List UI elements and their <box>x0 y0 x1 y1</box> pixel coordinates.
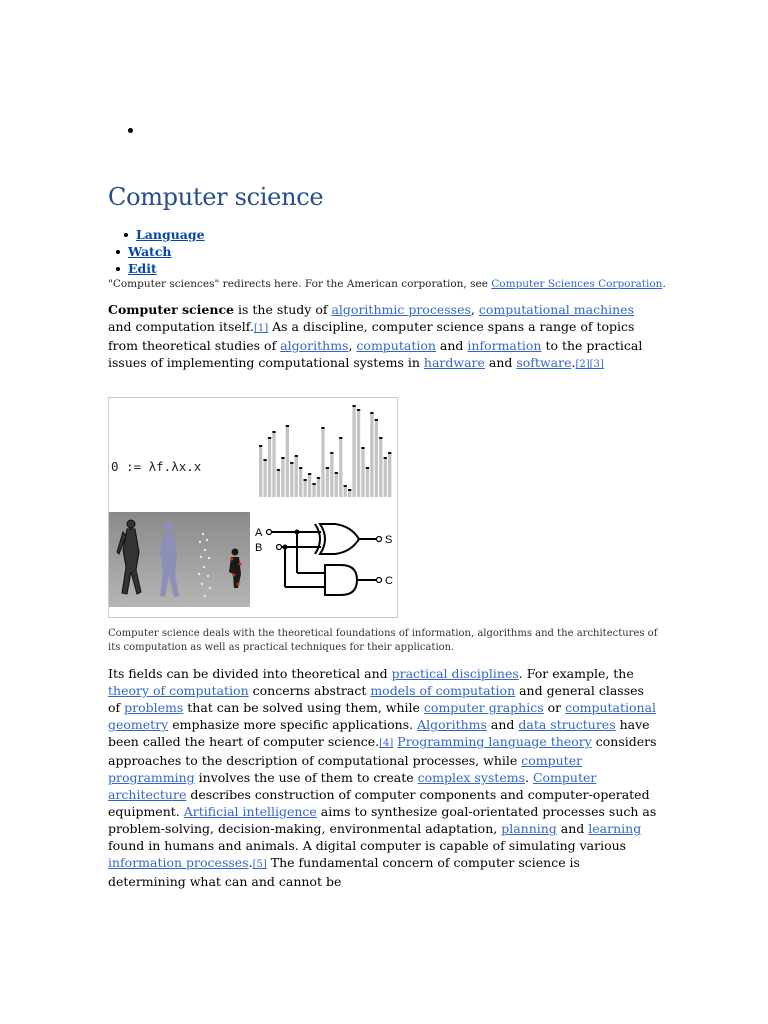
text: . For example, the <box>518 666 634 681</box>
ref-3[interactable]: [3] <box>589 359 604 370</box>
text: emphasize more specific applications. <box>168 717 418 732</box>
input-b-label: B <box>255 542 263 554</box>
logic-circuit-image <box>255 516 395 606</box>
term-bold: Computer science <box>108 302 235 317</box>
hatnote-text: "Computer sciences" redirects here. For the American corporation, see <box>108 278 492 290</box>
language-link[interactable]: Language <box>136 227 205 242</box>
text: describes construction of computer components and computer-operated equipment. <box>108 787 650 819</box>
text: concerns abstract <box>248 683 371 698</box>
text: is the study of <box>234 302 332 317</box>
text: involves the use of them to create <box>194 770 418 785</box>
text: and general classes of <box>108 683 644 715</box>
edit-link[interactable]: Edit <box>128 261 157 276</box>
text: and <box>556 821 589 836</box>
bullet-icon <box>124 233 128 237</box>
link-computer-architecture[interactable]: Computer architecture <box>108 770 597 802</box>
link-computer-programming[interactable]: computer programming <box>108 753 583 785</box>
link-data-structures[interactable]: data structures <box>518 717 616 732</box>
text: The fundamental concern of computer science is determining what can and cannot be <box>108 855 580 889</box>
text: and <box>484 355 517 370</box>
link-artificial-intelligence[interactable]: Artificial intelligence <box>183 804 317 819</box>
bullet-icon <box>128 128 133 133</box>
page-actions-menu <box>124 226 205 277</box>
sorting-algorithm-image <box>258 400 393 497</box>
link-learning[interactable]: learning <box>588 821 642 836</box>
link-problems[interactable]: problems <box>124 700 184 715</box>
ref-2[interactable]: [2] <box>575 359 590 370</box>
text: found in humans and animals. A digital computer is capable of simulating various <box>108 838 627 853</box>
text: , <box>470 302 479 317</box>
input-a-label: A <box>255 527 263 539</box>
text: have been called the heart of computer science. <box>108 717 650 749</box>
text: that can be solved using them, while <box>183 700 424 715</box>
link-complex-systems[interactable]: complex systems <box>417 770 525 785</box>
motion-capture-image <box>109 512 250 607</box>
link-information-processes[interactable]: information processes <box>108 855 249 870</box>
output-s-label: S <box>385 534 393 546</box>
hatnote-link[interactable]: Computer Sciences Corporation <box>491 278 663 290</box>
watch-link[interactable]: Watch <box>128 244 172 259</box>
text: and <box>486 717 519 732</box>
link-algorithms[interactable]: algorithms <box>280 338 349 353</box>
link-computation[interactable]: computation <box>356 338 436 353</box>
link-planning[interactable]: planning <box>501 821 557 836</box>
intro-paragraph <box>108 301 660 373</box>
link-hardware[interactable]: hardware <box>423 355 485 370</box>
ref-5[interactable]: [5] <box>252 859 267 870</box>
figure-caption: Computer science deals with the theoretical foundations of information, algorithms and the architectures of its computation as well as practical techniques for their application. <box>108 628 658 653</box>
link-information[interactable]: information <box>467 338 542 353</box>
text: Its fields can be divided into theoretical and <box>108 666 392 681</box>
text: or <box>543 700 566 715</box>
text: and <box>435 338 468 353</box>
link-software[interactable]: software <box>516 355 572 370</box>
link-models-of-computation[interactable]: models of computation <box>370 683 516 698</box>
link-algorithmic-processes[interactable]: algorithmic processes <box>331 302 471 317</box>
text: to the practical issues of implementing computational systems in <box>108 338 643 370</box>
text: . <box>525 770 533 785</box>
ref-1[interactable]: [1] <box>253 323 269 334</box>
link-computational-machines[interactable]: computational machines <box>478 302 634 317</box>
text: and computation itself. <box>108 319 254 334</box>
lambda-line: 0 := λf.λx.x <box>111 459 202 474</box>
menu-item-edit <box>116 260 205 277</box>
menu-item-language <box>124 226 205 243</box>
link-practical-disciplines[interactable]: practical disciplines <box>391 666 519 681</box>
text: . <box>248 855 253 870</box>
hatnote <box>108 277 668 291</box>
link-computer-graphics[interactable]: computer graphics <box>423 700 544 715</box>
link-computational-geometry[interactable]: computational geometry <box>108 700 657 732</box>
page-title: Computer science <box>108 183 324 211</box>
bullet-icon <box>116 250 120 254</box>
text: As a discipline, computer science spans a range of topics from theoretical studies of <box>108 319 635 353</box>
menu-item-watch <box>116 243 205 260</box>
text: considers approaches to the description of computational processes, while <box>108 734 657 768</box>
link-programming-language-theory[interactable]: Programming language theory <box>397 734 592 749</box>
fields-paragraph <box>108 665 660 890</box>
text: , <box>348 338 357 353</box>
output-c-label: C <box>385 575 393 587</box>
hatnote-text: . <box>662 278 666 290</box>
figure-thumbnail[interactable] <box>108 397 398 618</box>
link-algorithms[interactable]: Algorithms <box>417 717 487 732</box>
link-theory-of-computation[interactable]: theory of computation <box>108 683 249 698</box>
text: aims to synthesize goal-orientated processes such as problem-solving, decision-making, environmental adaptation, <box>108 804 657 836</box>
bullet-icon <box>116 267 120 271</box>
ref-4[interactable]: [4] <box>379 738 394 749</box>
text: . <box>571 355 576 370</box>
